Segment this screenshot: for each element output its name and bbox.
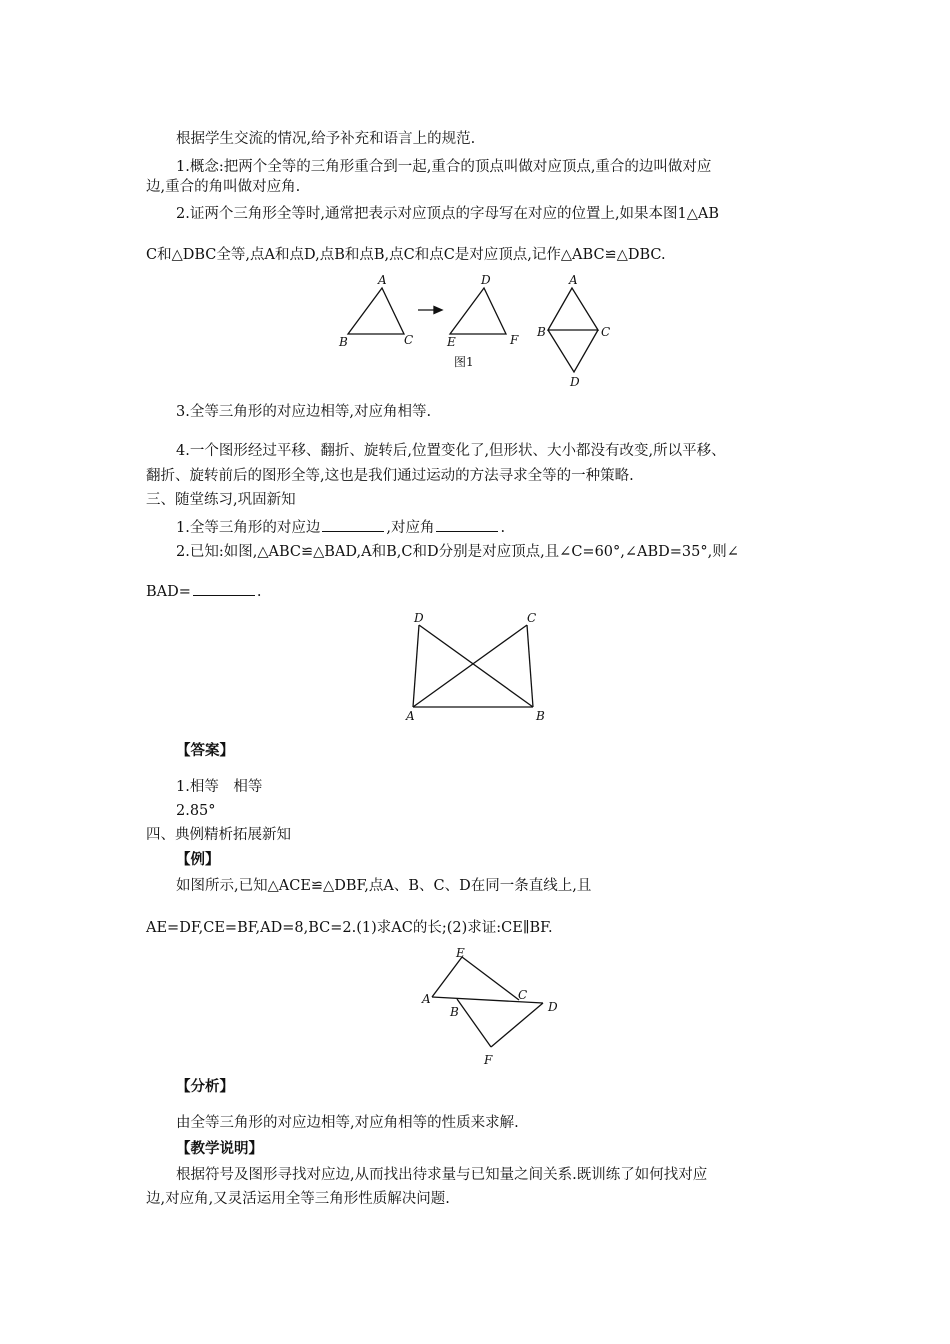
arrow-head — [434, 307, 442, 314]
answer-heading: 【答案】 — [176, 742, 234, 759]
segment-ec — [462, 957, 519, 1000]
exercise-text: . — [500, 520, 506, 536]
label-a3: A — [569, 273, 578, 287]
paragraph: 2.已知:如图,△ABC≌△BAD,A和B,C和D分别是对应顶点,且∠C=60°,∠ABD=35°,则∠ — [176, 544, 739, 560]
triangle-dbc-rhombus-bottom — [548, 330, 598, 372]
label-d: D — [414, 611, 424, 625]
figure-2 — [400, 605, 560, 730]
answer-2: 2.85° — [176, 803, 216, 819]
label-a: A — [406, 709, 415, 723]
paragraph: 2.证两个三角形全等时,通常把表示对应顶点的字母写在对应的位置上,如果本图1△AB — [176, 206, 720, 222]
answer-1: 1.相等 相等 — [176, 779, 263, 795]
triangle-abc-rhombus-top — [548, 288, 598, 330]
triangle-def — [450, 288, 506, 334]
exercise-text: 1.全等三角形的对应边 — [176, 520, 321, 536]
example-heading: 【例】 — [176, 851, 220, 868]
section-heading: 三、随堂练习,巩固新知 — [146, 492, 296, 508]
label-a: A — [378, 273, 387, 287]
label-c3: C — [601, 325, 611, 339]
paragraph: 边,对应角,又灵活运用全等三角形性质解决问题. — [146, 1191, 450, 1207]
segment-cb — [527, 625, 533, 707]
triangle-abc — [348, 288, 404, 334]
paragraph: 1.概念:把两个全等的三角形重合到一起,重合的顶点叫做对应顶点,重合的边叫做对应 — [176, 159, 712, 175]
segment-df — [491, 1003, 543, 1047]
answer-blank[interactable] — [322, 517, 384, 532]
answer-blank[interactable] — [193, 581, 255, 596]
paragraph: 3.全等三角形的对应边相等,对应角相等. — [176, 404, 432, 420]
paragraph: 由全等三角形的对应边相等,对应角相等的性质来求解. — [176, 1115, 519, 1131]
exercise-text: BAD= — [146, 584, 191, 600]
paragraph: AE=DF,CE=BF,AD=8,BC=2.(1)求AC的长;(2)求证:CE∥BF. — [146, 920, 553, 936]
figure-1 — [330, 270, 630, 395]
answer-blank[interactable] — [436, 517, 498, 532]
paragraph: C和△DBC全等,点A和点D,点B和点B,点C和点C是对应顶点,记作△ABC≌△DBC. — [146, 247, 666, 263]
label-c: C — [518, 988, 528, 1002]
label-f: F — [510, 333, 519, 347]
segment-ca — [413, 625, 527, 707]
exercise-text: . — [256, 584, 262, 600]
paragraph: 如图所示,已知△ACE≌△DBF,点A、B、C、D在同一条直线上,且 — [176, 878, 592, 894]
segment-ae — [432, 957, 462, 997]
analysis-heading: 【分析】 — [176, 1078, 234, 1095]
label-d: D — [548, 1000, 558, 1014]
segment-da — [413, 625, 419, 707]
exercise-text: ,对应角 — [386, 520, 435, 536]
label-c: C — [404, 333, 414, 347]
exercise-2-continued — [146, 581, 262, 602]
figure-3 — [420, 945, 580, 1070]
label-f: F — [484, 1053, 493, 1067]
paragraph: 翻折、旋转前后的图形全等,这也是我们通过运动的方法寻求全等的一种策略. — [146, 468, 634, 484]
teaching-note-heading: 【教学说明】 — [176, 1140, 263, 1157]
label-b: B — [450, 1005, 459, 1019]
figure-caption: 图1 — [454, 355, 474, 369]
label-b: B — [536, 709, 545, 723]
paragraph: 根据学生交流的情况,给予补充和语言上的规范. — [176, 131, 476, 147]
label-b: B — [339, 335, 348, 349]
exercise-1 — [176, 517, 505, 538]
segment-db — [419, 625, 533, 707]
section-heading: 四、典例精析拓展新知 — [146, 827, 291, 843]
segment-fb — [457, 999, 491, 1047]
label-e: E — [447, 335, 456, 349]
paragraph: 根据符号及图形寻找对应边,从而找出待求量与已知量之间关系.既训练了如何找对应 — [176, 1167, 708, 1183]
label-e: E — [456, 946, 465, 960]
label-c: C — [527, 611, 537, 625]
label-d3: D — [570, 375, 580, 389]
label-a: A — [422, 992, 431, 1006]
paragraph: 边,重合的角叫做对应角. — [146, 179, 301, 195]
label-b3: B — [537, 325, 546, 339]
paragraph: 4.一个图形经过平移、翻折、旋转后,位置变化了,但形状、大小都没有改变,所以平移、 — [176, 443, 726, 459]
label-d: D — [481, 273, 491, 287]
